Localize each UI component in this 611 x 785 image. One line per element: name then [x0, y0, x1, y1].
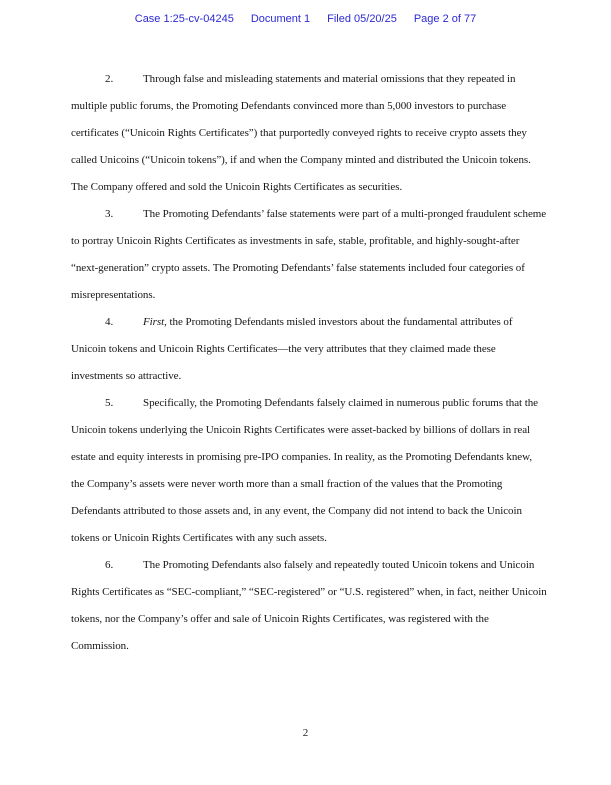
- paragraph-text: First, the Promoting Defendants misled investors about the fundamental attributes of Unicoin tokens and Unicoin Rights Certificates—the very attributes that they claimed made these investments so attractive.: [71, 316, 513, 382]
- paragraph-number: 2.: [105, 73, 114, 85]
- filed-date: Filed 05/20/25: [327, 13, 397, 25]
- numbered-paragraph: [71, 201, 547, 309]
- numbered-paragraph: [71, 66, 547, 201]
- paragraph-number: 4.: [105, 316, 114, 328]
- paragraph-text: Through false and misleading statements and material omissions that they repeated in multiple public forums, the Promoting Defendants convinced more than 5,000 investors to purchase certificates (“Unicoin Rights Certificates”) that purportedly conveyed rights to receive crypto assets they called Unicoins (“Unicoin tokens”), if and when the Company minted and distributed the Unicoin tokens. The Company offered and sold the Unicoin Rights Certificates as securities.: [71, 73, 531, 193]
- page-number-footer: 2: [302, 727, 309, 739]
- numbered-paragraph: [71, 552, 547, 660]
- paragraph-number: 5.: [105, 397, 114, 409]
- paragraph-text: The Promoting Defendants also falsely and repeatedly touted Unicoin tokens and Unicoin Rights Certificates as “SEC-compliant,” “SEC-registered” or “U.S. registered” when, in fact, neither Unicoin tokens, nor the Company’s offer and sale of Unicoin Rights Certificates, was registered with the Commission.: [71, 559, 547, 652]
- case-number: Case 1:25-cv-04245: [134, 13, 234, 25]
- page-indicator: Page 2 of 77: [413, 13, 477, 25]
- paragraph-text: Specifically, the Promoting Defendants falsely claimed in numerous public forums that the Unicoin tokens underlying the Unicoin Rights Certificates were asset-backed by billions of dollars in real estate and equity interests in promising pre-IPO companies. In reality, as the Promoting Defendants knew, the Company’s assets were never worth more than a small fraction of the values that the Promoting Defendants attributed to those assets and, in any event, the Company did not intend to back the Unicoin tokens or Unicoin Rights Certificates with any such assets.: [71, 397, 539, 544]
- paragraph-number: 3.: [105, 208, 114, 220]
- italic-lead-word: First: [143, 316, 165, 328]
- paragraph-number: 6.: [105, 559, 114, 571]
- numbered-paragraph: [71, 309, 547, 390]
- numbered-paragraph: [71, 390, 547, 552]
- document-body: [71, 66, 547, 660]
- paragraph-text: The Promoting Defendants’ false statements were part of a multi-pronged fraudulent scheme to portray Unicoin Rights Certificates as investments in safe, stable, profitable, and highly-sought-after “next-generation” crypto assets. The Promoting Defendants’ false statements included four categories of misrepresentations.: [71, 208, 547, 301]
- case-stamp-header: [0, 13, 611, 25]
- document-number: Document 1: [250, 13, 311, 25]
